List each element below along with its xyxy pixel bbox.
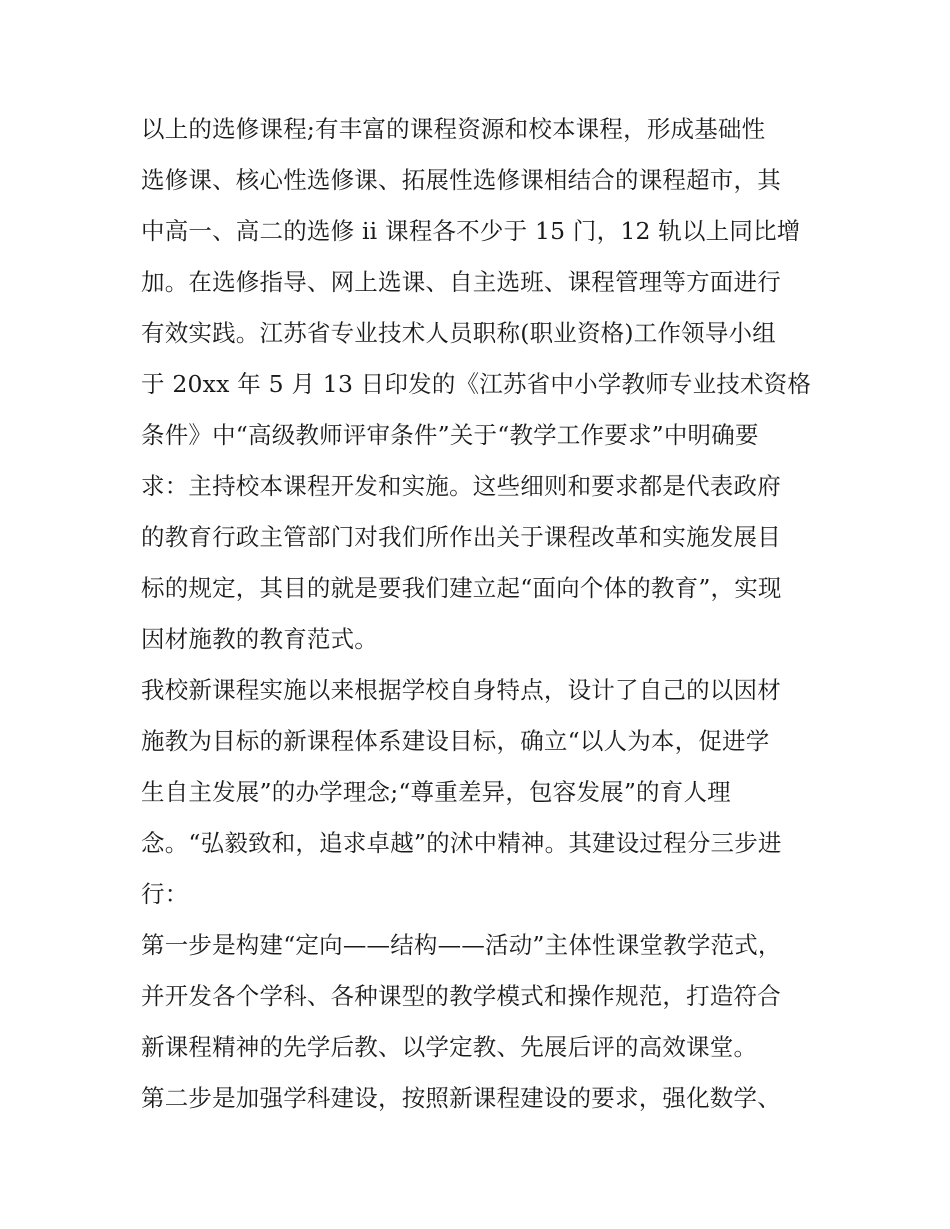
text-line-2: 选修课、核心性选修课、拓展性选修课相结合的课程超市，其 (141, 166, 781, 194)
text-line-20: 第二步是加强学科建设，按照新课程建设的要求，强化数学、 (141, 1084, 781, 1112)
text-line-1: 以上的选修课程;有丰富的课程资源和校本课程，形成基础性 (141, 115, 766, 143)
text-line-14: 生自主发展”的办学理念;“尊重差异，包容发展”的育人理 (141, 778, 731, 806)
body-text (141, 104, 821, 1124)
text-line-12: 我校新课程实施以来根据学校自身特点，设计了自己的以因材 (141, 676, 781, 704)
text-line-11: 因材施教的教育范式。 (141, 625, 378, 653)
text-line-5: 有效实践。江苏省专业技术人员职称(职业资格)工作领导小组 (141, 319, 776, 347)
text-line-6: 于 20xx 年 5 月 13 日印发的《江苏省中小学教师专业技术资格 (141, 370, 812, 398)
text-line-15: 念。“弘毅致和，追求卓越”的沭中精神。其建设过程分三步进 (141, 829, 782, 857)
text-line-3: 中高一、高二的选修 ii 课程各不少于 15 门，12 轨以上同比增 (141, 217, 801, 245)
text-line-4: 加。在选修指导、网上选课、自主选班、课程管理等方面进行 (141, 268, 781, 296)
text-line-18: 并开发各个学科、各种课型的教学模式和操作规范，打造符合 (141, 982, 781, 1010)
text-line-8: 求：主持校本课程开发和实施。这些细则和要求都是代表政府 (141, 472, 781, 500)
text-line-9: 的教育行政主管部门对我们所作出关于课程改革和实施发展目 (141, 523, 781, 551)
text-line-17: 第一步是构建“定向——结构——活动”主体性课堂教学范式， (141, 931, 782, 959)
text-line-7: 条件》中“高级教师评审条件”关于“教学工作要求”中明确要 (141, 421, 759, 449)
text-line-13: 施教为目标的新课程体系建设目标，确立“以人为本，促进学 (141, 727, 770, 755)
text-line-10: 标的规定，其目的就是要我们建立起“面向个体的教育”，实现 (141, 574, 782, 602)
text-line-19: 新课程精神的先学后教、以学定教、先展后评的高效课堂。 (141, 1033, 758, 1061)
text-line-16: 行： (141, 880, 189, 908)
